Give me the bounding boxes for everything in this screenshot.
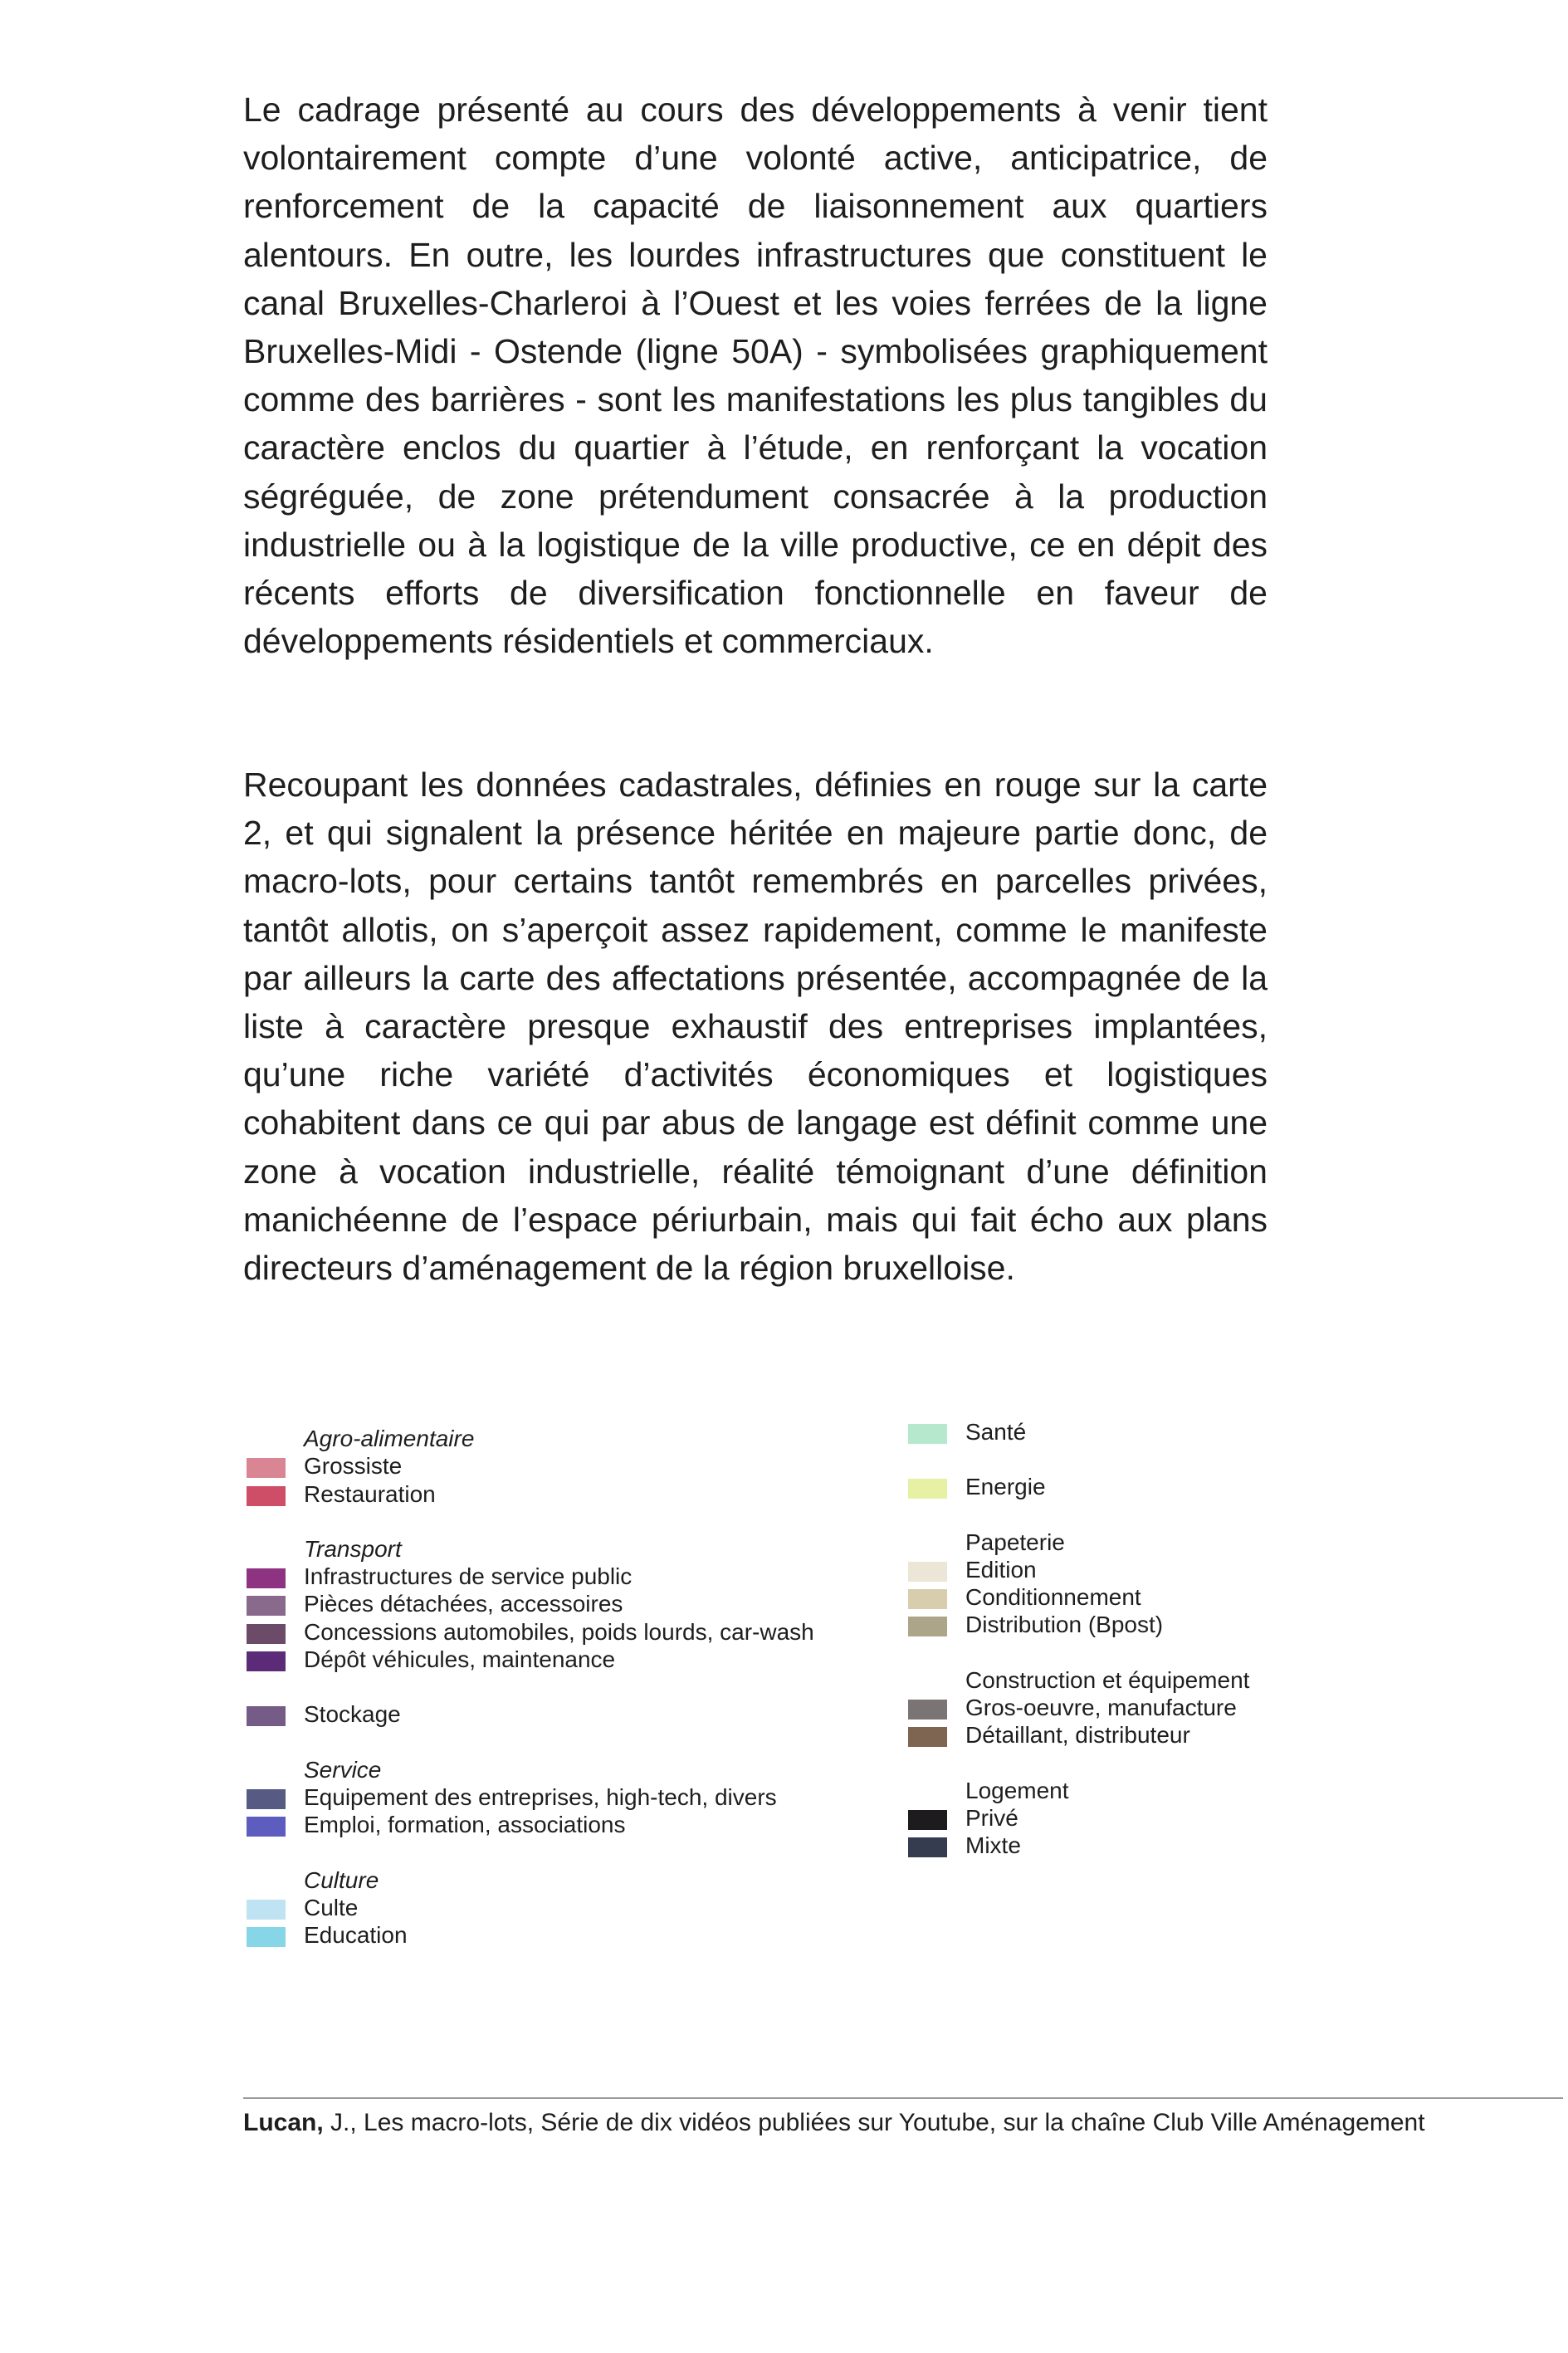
legend-group [247,1700,894,1728]
legend-label: Distribution (Bpost) [965,1612,1164,1638]
legend-label: Dépôt véhicules, maintenance [304,1646,616,1673]
legend-group [908,1418,1489,1446]
legend-label: Logement [965,1777,1069,1803]
legend-label: Edition [965,1556,1037,1583]
legend-item [908,1583,1489,1611]
legend-label: Concessions automobiles, poids lourds, car-wash [304,1618,814,1645]
legend-label: Mixte [965,1832,1021,1859]
legend-swatch [247,1486,286,1506]
legend-item [908,1804,1489,1832]
legend-label: Pièces détachées, accessoires [304,1591,623,1617]
footnote [243,2106,1463,2140]
legend-swatch [247,1817,286,1837]
legend-item [247,1590,894,1617]
footnote-divider [243,2097,1563,2099]
legend-swatch [908,1727,947,1747]
legend-label: Conditionnement [965,1584,1141,1611]
legend-swatch [247,1568,286,1588]
body-paragraph-2: Recoupant les données cadastrales, définies en rouge sur la carte 2, et qui signalent la présence héritée en majeure partie donc, de macro-lots, pour certains tantôt remembrés en parcelles privées, tantôt allotis, on s’aperçoit assez rapidement, comme le manifeste par ailleurs la carte des affectations présentée, accompagnée de la liste à caractère presque exhaustif des entreprises implantées, qu’une riche variété d’activités économiques et logistiques cohabitent dans ce qui par abus de langage est définit comme une zone à vocation industrielle, réalité témoignant d’une définition manichéenne de l’espace périurbain, mais qui fait écho aux plans directeurs d’aménagement de la région bruxelloise. [243,766,1268,1288]
legend-label: Gros-oeuvre, manufacture [965,1695,1237,1721]
legend-right-column [908,1418,1489,1887]
legend-swatch [908,1700,947,1720]
legend-swatch [247,1789,286,1809]
legend-group [908,1777,1489,1860]
legend-label: Energie [965,1474,1046,1500]
legend-label: Grossiste [304,1453,403,1480]
legend-label: Equipement des entreprises, high-tech, divers [304,1783,777,1810]
legend-item [908,1832,1489,1859]
legend-swatch [247,1458,286,1478]
legend-swatch [908,1479,947,1499]
legend-item [247,1700,894,1728]
legend-label: Santé [965,1419,1027,1445]
legend-group [908,1473,1489,1500]
legend-swatch [247,1596,286,1616]
legend-item [247,1811,894,1838]
legend-item [908,1556,1489,1583]
legend-label: Privé [965,1804,1018,1831]
legend-label: Construction et équipement [965,1666,1250,1693]
legend-item [908,1694,1489,1721]
legend-group [247,1866,894,1949]
legend-swatch [247,1706,286,1726]
footnote-author: Lucan, [243,2109,324,2136]
legend-group-title: Culture [304,1866,379,1893]
legend-group-title: Agro-alimentaire [304,1426,475,1451]
legend-item [908,1418,1489,1446]
legend-item [908,1529,1489,1556]
legend-group [908,1529,1489,1639]
legend-item [908,1473,1489,1500]
legend-item [247,1783,894,1811]
legend-label: Emploi, formation, associations [304,1812,626,1838]
legend-group [247,1535,894,1673]
legend-label: Culte [304,1894,359,1920]
legend-label: Education [304,1922,408,1949]
legend-item [908,1666,1489,1694]
legend-item [247,1646,894,1673]
legend-item [908,1611,1489,1638]
legend-item [908,1721,1489,1749]
legend-swatch [247,1624,286,1644]
legend-item [908,1777,1489,1804]
legend-group [247,1756,894,1839]
legend-item [247,1480,894,1508]
legend-swatch [247,1927,286,1947]
legend-item [247,1921,894,1949]
legend-group [247,1425,894,1508]
legend-label: Restauration [304,1480,436,1507]
legend-swatch [908,1810,947,1830]
legend-label: Détaillant, distributeur [965,1722,1190,1749]
legend-swatch [247,1900,286,1920]
legend-item [247,1563,894,1590]
legend-item [247,1618,894,1646]
legend-label: Papeterie [965,1529,1065,1555]
legend-group-title: Transport [304,1535,402,1562]
legend-item [247,1894,894,1921]
legend-swatch [908,1424,947,1444]
legend-swatch [247,1651,286,1671]
footnote-text: J., Les macro-lots, Série de dix vidéos publiées sur Youtube, sur la chaîne Club Ville Aménagement [323,2109,1425,2136]
legend-swatch [908,1562,947,1582]
legend-swatch [908,1589,947,1609]
legend-swatch [908,1617,947,1636]
legend-group-title: Service [304,1756,382,1783]
legend-label: Stockage [304,1701,401,1728]
body-paragraph-1: Le cadrage présenté au cours des développements à venir tient volontairement compte d’une volonté active, anticipatrice, de renforcement de la capacité de liaisonnement aux quartiers alentours. En outre, les lourdes infrastructures que constituent le canal Bruxelles-Charleroi à l’Ouest et les voies ferrées de la ligne Bruxelles-Midi - Ostende (ligne 50A) - symbolisées graphiquement comme des barrières - sont les manifestations les plus tangibles du caractère enclos du quartier à l’étude, en renforçant la vocation ségréguée, de zone prétendument consacrée à la production industrielle ou à la logistique de la ville productive, ce en dépit des récents efforts de diversification fonctionnelle en faveur de développements résidentiels et commerciaux. [243,90,1268,661]
legend-group [908,1666,1489,1749]
legend-item [247,1452,894,1480]
legend-label: Infrastructures de service public [304,1563,633,1590]
legend-swatch [908,1837,947,1857]
legend-left-column [247,1425,894,1976]
